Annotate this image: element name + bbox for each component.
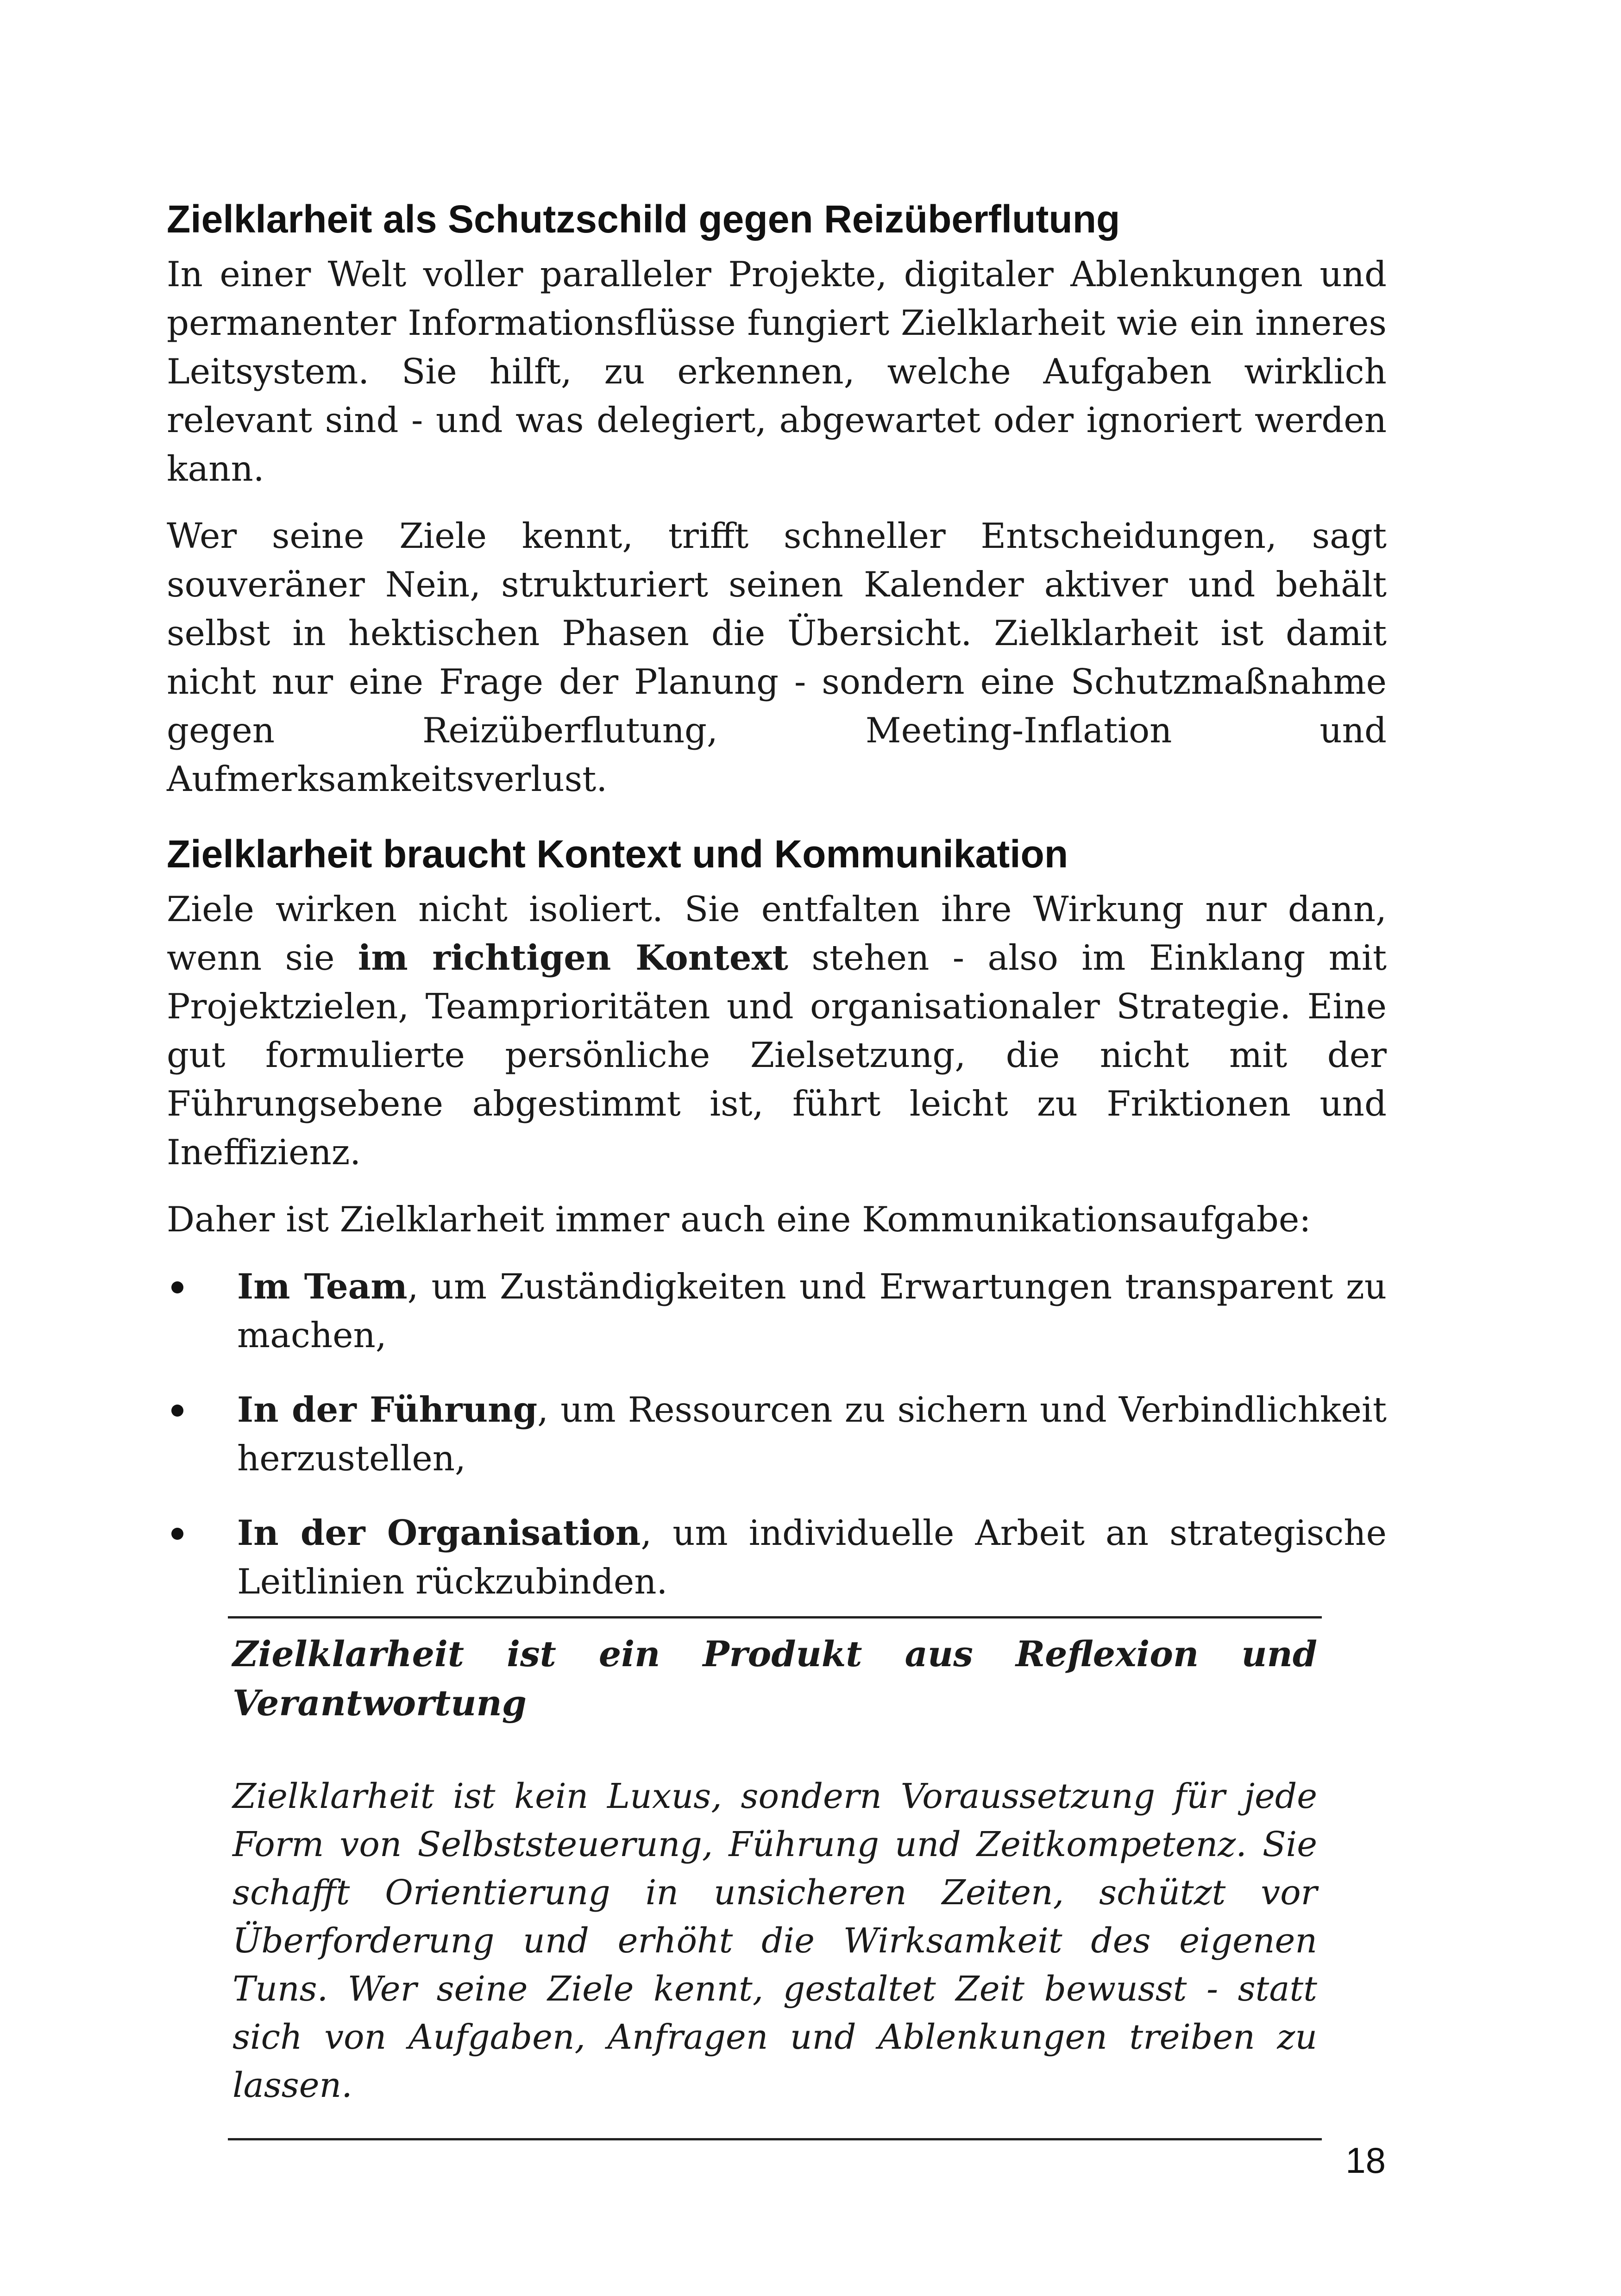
- paragraph: In einer Welt voller paralleler Projekte, digitaler Ablenkungen und permanenter Informationsflüsse fungiert Zielklarheit wie ein inneres Leitsystem. Sie hilft, zu erkennen, welche Aufgaben wirklich relevant sind - und was delegiert, abgewartet oder ignoriert werden kann.: [167, 254, 1387, 489]
- paragraph-text: stehen - also im Einklang mit Projektzielen, Teamprioritäten und organisationaler Strategie. Eine gut formulierte persönliche Zielsetzung, die nicht mit der Führungsebene abgestimmt ist, führt leicht zu Friktionen und Ineffizienz.: [167, 937, 1387, 1173]
- list-item-text: , um Ressourcen zu sichern und Verbindlichkeit herzustellen,: [237, 1389, 1387, 1479]
- list-item: [167, 1386, 1387, 1483]
- callout-body: Zielklarheit ist kein Luxus, sondern Voraussetzung für jede Form von Selbststeuerung, Führung und Zeitkompetenz. Sie schafft Orientierung in unsicheren Zeiten, schützt vor Überforderung und erhöht die Wirksamkeit des eigenen Tuns. Wer seine Ziele kennt, gestaltet Zeit bewusst - statt sich von Aufgaben, Anfragen und Ablenkungen treiben zu lassen.: [232, 1776, 1317, 2105]
- bullet-icon: [171, 1405, 183, 1417]
- list-item-text: , um Zuständigkeiten und Erwartungen transparent zu machen,: [237, 1266, 1387, 1355]
- list-item-label: Im Team: [237, 1266, 408, 1307]
- list-item-label: In der Führung: [237, 1389, 538, 1430]
- bullet-icon: [171, 1281, 183, 1293]
- main-content: [167, 194, 1387, 1632]
- list-item-label: In der Organisation: [237, 1512, 641, 1553]
- section-heading-kontext: Zielklarheit braucht Kontext und Kommunikation: [167, 832, 1068, 876]
- list-item-text: , um individuelle Arbeit an strategische Leitlinien rückzubinden.: [237, 1512, 1387, 1602]
- section-heading-reizueberflutung: Zielklarheit als Schutzschild gegen Reizüberflutung: [167, 197, 1120, 241]
- bullet-list: [167, 1262, 1387, 1606]
- paragraph: [167, 885, 1387, 1177]
- summary-callout-box: [228, 1616, 1322, 2140]
- page-number: 18: [1345, 2140, 1386, 2181]
- emphasis-text: im richtigen Kontext: [358, 937, 788, 978]
- bullet-icon: [171, 1528, 183, 1540]
- paragraph: Daher ist Zielklarheit immer auch eine Kommunikationsaufgabe:: [167, 1199, 1311, 1240]
- paragraph: Wer seine Ziele kennt, trifft schneller Entscheidungen, sagt souveräner Nein, strukturiert seinen Kalender aktiver und behält selbst in hektischen Phasen die Übersicht. Zielklarheit ist damit nicht nur eine Frage der Planung - sondern eine Schutzmaßnahme gegen Reizüberflutung, Meeting-Inflation und Aufmerksamkeitsverlust.: [167, 515, 1387, 799]
- paragraph-text: Ziele wirken nicht isoliert. Sie entfalten ihre Wirkung nur dann, wenn sie: [167, 889, 1387, 978]
- callout-title: Zielklarheit ist ein Produkt aus Reflexion und Verantwortung: [232, 1633, 1317, 1724]
- list-item: [167, 1262, 1387, 1360]
- list-item: [167, 1509, 1387, 1606]
